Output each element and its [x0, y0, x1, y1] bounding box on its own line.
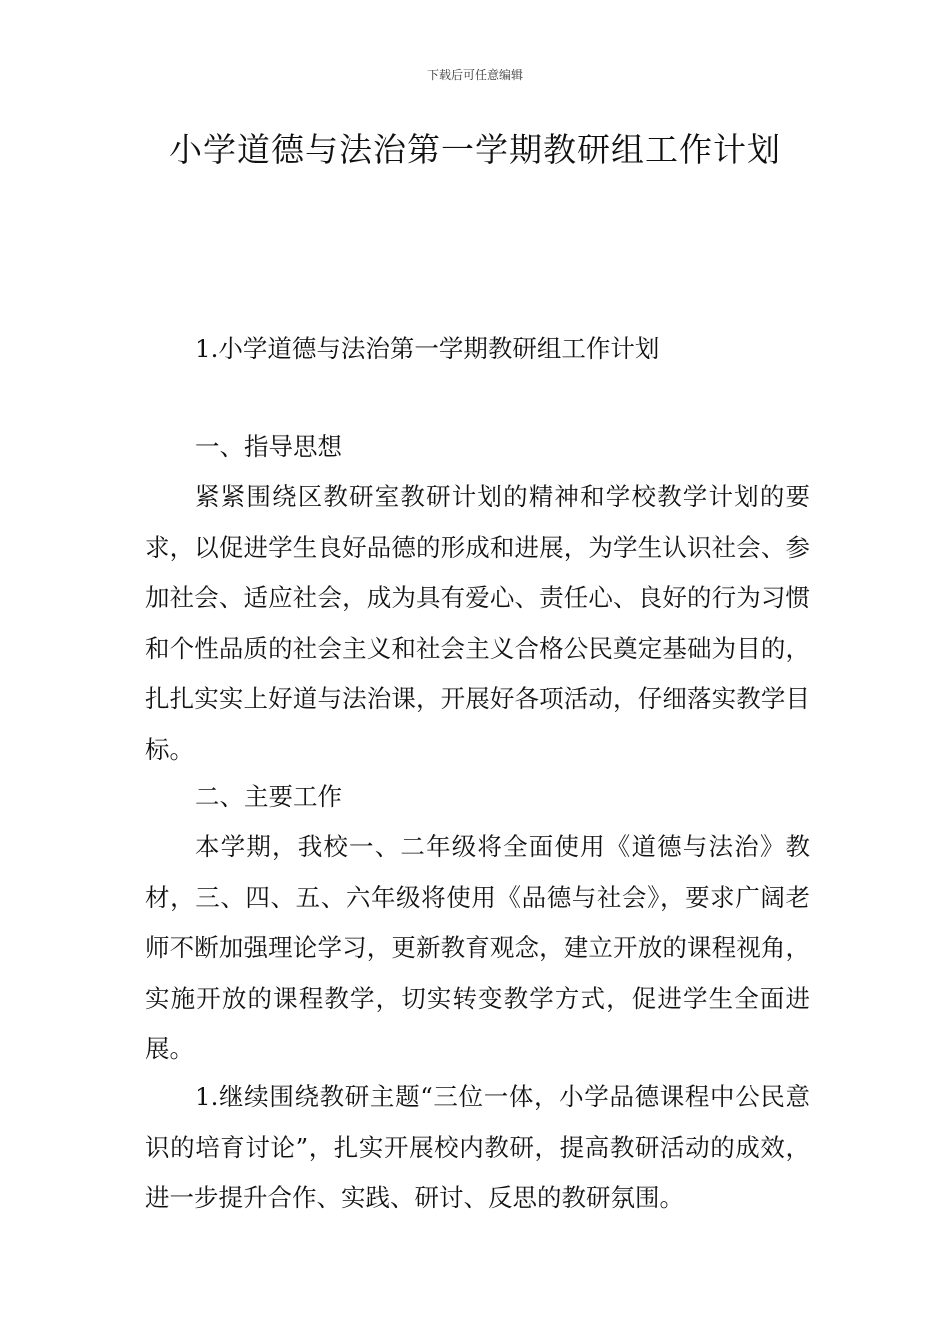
- subtitle: 1.小学道德与法治第一学期教研组工作计划: [195, 334, 660, 363]
- header-note: 下载后可任意编辑: [426, 68, 523, 82]
- section2-paragraph: 本学期，我校一、二年级将全面使用《道德与法治》教材，三、四、五、六年级将使用《品德与社会》，要求广阔老师不断加强理论学习，更新教育观念，建立开放的课程视角，实施开放的课程教学，切实转变教学方式，促进学生全面进展。: [145, 832, 810, 1063]
- section1-paragraph: 紧紧围绕区教研室教研计划的精神和学校教学计划的要求，以促进学生良好品德的形成和进展，为学生认识社会、参加社会、适应社会，成为具有爱心、责任心、良好的行为习惯和个性品质的社会主义和社会主义合格公民奠定基础为目的，扎扎实实上好道与法治课，开展好各项活动，仔细落实教学目标。: [145, 482, 810, 764]
- section1-heading: 一、指导思想: [195, 432, 342, 461]
- page-title: 小学道德与法治第一学期教研组工作计划: [169, 130, 781, 169]
- item1-paragraph: 1.继续围绕教研主题“三位一体，小学品德课程中公民意识的培育讨论”，扎实开展校内教研，提高教研活动的成效，进一步提升合作、实践、研讨、反思的教研氛围。: [145, 1082, 810, 1212]
- section2-heading: 二、主要工作: [195, 782, 342, 811]
